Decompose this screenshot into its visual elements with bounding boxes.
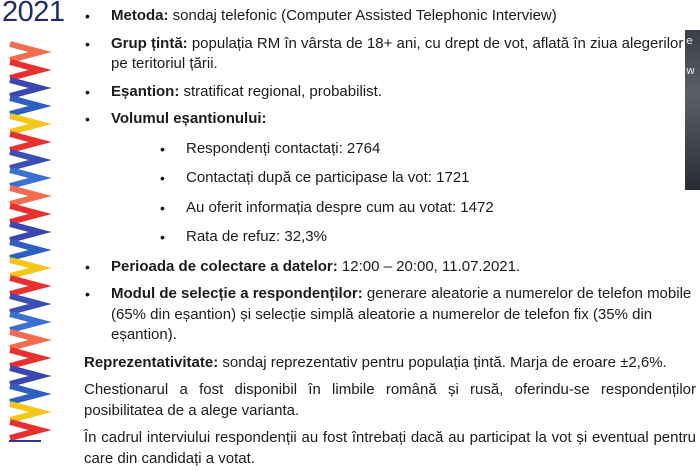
sub-item-text: Au oferit informația despre cum au votat: 1472 [186, 198, 494, 216]
year-label: 2021 [2, 0, 65, 28]
chevron-mark [10, 134, 40, 150]
video-overlay-edge [685, 30, 700, 190]
bullet: • [85, 35, 90, 52]
item-label: Modul de selecție a respondenților: [111, 285, 363, 302]
chevron-mark [10, 422, 40, 438]
chevron-mark [10, 98, 40, 114]
item-text: 12:00 – 20:00, 11.07.2021. [337, 257, 521, 275]
item-selection-mode [64, 284, 696, 346]
methodology-content [64, 6, 696, 469]
strip-underline [9, 440, 41, 442]
chevron-mark [10, 404, 40, 420]
paragraph-languages: Chestionarul a fost disponibil în limbile română și rusă, oferindu-se respondenților posibilitatea de a alege varianta. [84, 381, 696, 419]
bullet: • [85, 111, 90, 127]
bullet: • [160, 140, 165, 157]
bullet: • [85, 83, 90, 100]
chevron-mark [10, 296, 40, 312]
item-label: Perioada de colectare a datelor: [111, 257, 338, 275]
item-sample-size [64, 109, 696, 130]
representativity-text: sondaj reprezentativ pentru populația țintă. Marja de eroare ±2,6%. [218, 353, 667, 371]
chevron-mark [10, 188, 40, 204]
chevron-mark [10, 242, 40, 258]
chevron-mark [10, 224, 40, 240]
sub-item-already-voted [64, 168, 696, 189]
item-text: populația RM în vârsta de 18+ ani, cu drept de vot, aflată în ziua alegerilor pe teritoriul țării. [111, 34, 684, 72]
item-label: Volumul eșantionului: [111, 110, 267, 127]
bullet: • [160, 199, 165, 216]
chevron-mark [10, 386, 40, 402]
representativity-label: Reprezentativitate: [84, 353, 219, 371]
sub-item-reported-vote [64, 198, 696, 219]
chevron-mark [10, 152, 40, 168]
chevron-strip [0, 40, 52, 440]
chevron-mark [10, 206, 40, 222]
item-collection-period [64, 257, 696, 278]
sub-item-text: Contactați după ce participase la vot: 1721 [186, 169, 470, 186]
item-label: Grup țintă: [111, 34, 188, 52]
bullet: • [85, 8, 90, 24]
item-method [64, 6, 696, 27]
chevron-mark [10, 62, 40, 78]
item-text: stratificat regional, probabilist. [179, 82, 382, 100]
chevron-mark [10, 314, 40, 330]
sub-item-text: Respondenți contactați: 2764 [186, 139, 381, 157]
bullet: • [160, 170, 165, 186]
video-overlay-text: e [686, 34, 693, 47]
chevron-mark [10, 350, 40, 366]
sub-item-refusal-rate [64, 227, 696, 248]
item-label: Eșantion: [111, 82, 180, 100]
chevron-mark [10, 44, 40, 60]
bullet: • [85, 258, 90, 275]
item-text: sondaj telefonic (Computer Assisted Telephonic Interview) [168, 7, 557, 24]
chevron-mark [10, 368, 40, 384]
chevron-mark [10, 116, 40, 132]
chevron-mark [10, 170, 40, 186]
chevron-mark [10, 278, 40, 294]
video-overlay-text: w [686, 64, 695, 77]
item-sample [64, 82, 696, 103]
bullet: • [85, 286, 90, 302]
bullet: • [160, 229, 165, 245]
item-text: generare aleatorie a numerelor de telefon mobile (65% din eșantion) și selecție simplă aleatorie a numerelor de telefon fix (35% din eșantion). [111, 285, 692, 343]
representativity-line [64, 353, 696, 374]
chevron-mark [10, 260, 40, 276]
paragraph-interview: În cadrul interviului respondenții au fost întrebați dacă au participat la vot și eventual pentru care din candidați a votat. [84, 429, 696, 467]
item-label: Metoda: [111, 7, 169, 24]
chevron-mark [10, 332, 40, 348]
sub-item-text: Rata de refuz: 32,3% [186, 228, 327, 245]
item-target-group [64, 34, 696, 75]
sub-item-contacted [64, 139, 696, 160]
chevron-mark [10, 80, 40, 96]
